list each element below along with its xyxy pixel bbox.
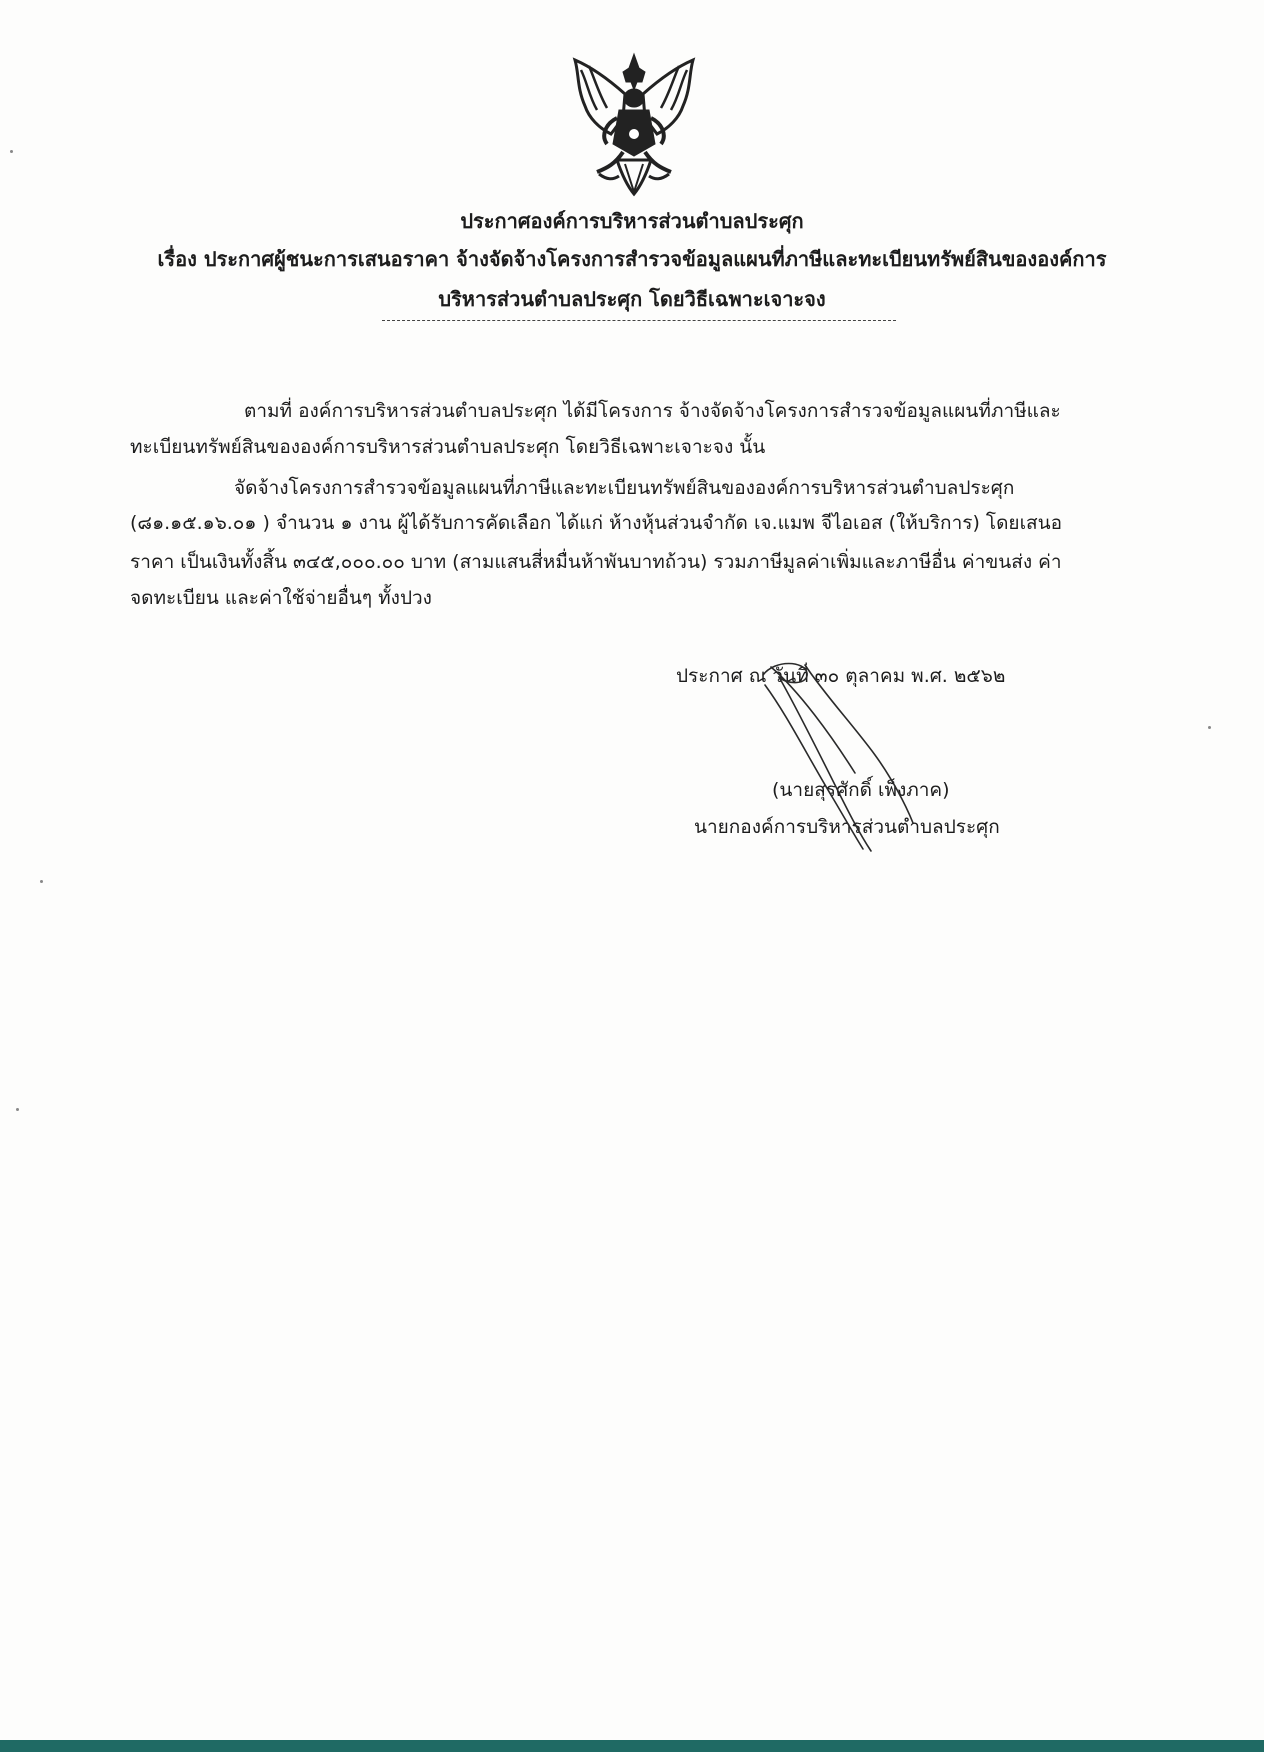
announcement-subject-line2: บริหารส่วนตำบลประศุก โดยวิธีเฉพาะเจาะจง xyxy=(438,287,826,311)
signer-position: นายกองค์การบริหารส่วนตำบลประศุก xyxy=(694,816,1000,838)
scan-speck xyxy=(10,150,13,153)
body-paragraph2-line1: จัดจ้างโครงการสำรวจข้อมูลแผนที่ภาษีและทะเบียนทรัพย์สินขององค์การบริหารส่วนตำบลประศุก xyxy=(234,477,1015,499)
body-paragraph1-line1: ตามที่ องค์การบริหารส่วนตำบลประศุก ได้มีโครงการ จ้างจัดจ้างโครงการสำรวจข้อมูลแผนที่ภาษีและ xyxy=(244,400,1061,422)
body-paragraph2-line3: ราคา เป็นเงินทั้งสิ้น ๓๔๕,๐๐๐.๐๐ บาท (สามแสนสี่หมื่นห้าพันบาทถ้วน) รวมภาษีมูลค่าเพิ่มและภาษีอื่น ค่าขนส่ง ค่า xyxy=(130,551,1062,573)
body-paragraph2-line4: จดทะเบียน และค่าใช้จ่ายอื่นๆ ทั้งปวง xyxy=(130,587,432,609)
scan-edge-bar xyxy=(0,1740,1264,1752)
body-paragraph2-line2: (๘๑.๑๕.๑๖.๐๑ ) จำนวน ๑ งาน ผู้ได้รับการคัดเลือก ได้แก่ ห้างหุ้นส่วนจำกัด เจ.แมพ จีไอเอส (ให้บริการ) โดยเสนอ xyxy=(130,512,1063,534)
announcement-date: ประกาศ ณ วันที่ ๓๐ ตุลาคม พ.ศ. ๒๕๖๒ xyxy=(676,665,1006,687)
title-divider xyxy=(382,320,896,321)
signer-name: (นายสุรศักดิ์ เพ็งภาค) xyxy=(772,779,950,801)
scan-speck xyxy=(1208,726,1211,729)
announcement-title: ประกาศองค์การบริหารส่วนตำบลประศุก xyxy=(460,209,804,233)
body-paragraph1-line2: ทะเบียนทรัพย์สินขององค์การบริหารส่วนตำบลประศุก โดยวิธีเฉพาะเจาะจง นั้น xyxy=(130,436,766,458)
handwritten-signature xyxy=(735,655,935,865)
announcement-subject-line1: เรื่อง ประกาศผู้ชนะการเสนอราคา จ้างจัดจ้างโครงการสำรวจข้อมูลแผนที่ภาษีและทะเบียนทรัพย์สินขององค์การ xyxy=(157,247,1107,271)
scan-speck xyxy=(40,880,43,883)
garuda-emblem-icon xyxy=(567,48,701,198)
scan-speck xyxy=(16,1108,19,1111)
